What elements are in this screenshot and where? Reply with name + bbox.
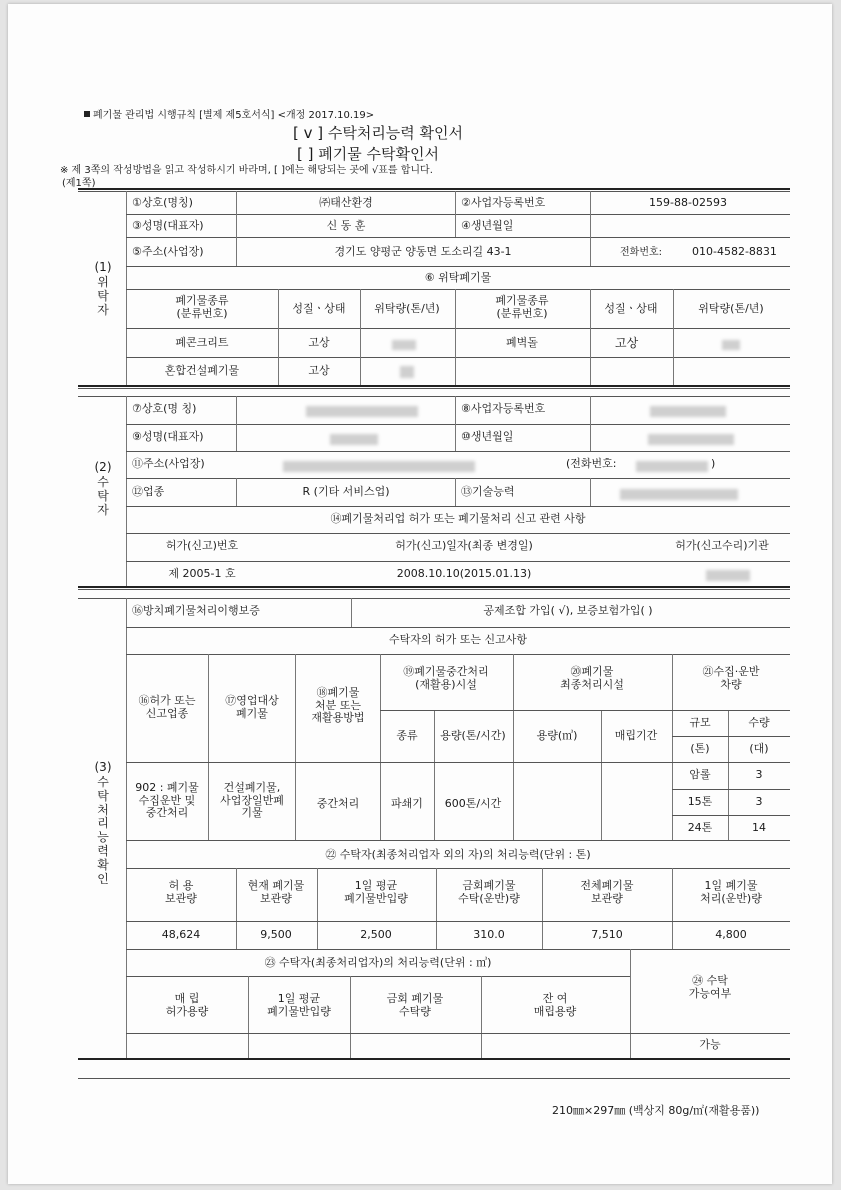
redacted-rep [330, 434, 378, 445]
s3-value-17: 건설폐기물, 사업장일반폐 기물 [220, 781, 284, 820]
vehicle-qty: 3 [755, 768, 763, 781]
s3-c22-value: 7,510 [591, 928, 623, 941]
redacted-tech [620, 489, 738, 500]
s1-row1-type-2: 폐벽돌 [506, 336, 538, 349]
s3-header-21-qty: 수량 [748, 716, 770, 729]
form-instruction-note: ※ 제 3쪽의 작성방법을 읽고 작성하시기 바라며, [ ]에는 해당되는 곳에 √표를 합니다. [60, 165, 433, 176]
s3-header-19-capacity: 용량(톤/시간) [440, 729, 506, 742]
form-basis: 폐기물 관리법 시행규칙 [별제 제5호서식] <개정 2017.10.19> [84, 110, 374, 122]
s3-c23-header: 매 립 허가용량 [165, 992, 209, 1018]
s2-name-label: ⑦상호(명 칭) [132, 402, 197, 415]
section-1-side-label: 위 탁 자 [97, 275, 109, 317]
form-title-capacity: [ v ] 수탁처리능력 확인서 [292, 124, 464, 142]
document-page [8, 4, 832, 1184]
s1-addr-label: ⑤주소(사업장) [132, 245, 204, 258]
s1-header-type-2: 폐기물종류 (분류번호) [495, 294, 549, 320]
s1-birth-label: ④생년월일 [461, 219, 514, 232]
redacted-amount [400, 366, 414, 378]
s1-name-value: ㈜태산환경 [319, 196, 373, 209]
s1-name-label: ①상호(명칭) [132, 196, 193, 209]
section-2-side-label: 수 탁 자 [97, 475, 109, 517]
s1-rep-value: 신 동 훈 [326, 219, 366, 232]
redacted-amount [392, 340, 416, 350]
s1-header-amount-2: 위탁량(톤/년) [698, 302, 764, 315]
s2-permit-title: ⑭폐기물처리업 허가 또는 폐기물처리 신고 관련 사항 [330, 512, 586, 525]
s1-bizno-value: 159-88-02593 [649, 196, 727, 209]
s3-value-19-capacity: 600톤/시간 [444, 797, 502, 810]
paper-spec-footer: 210㎜×297㎜ (백상지 80g/㎡(재활용품)) [552, 1104, 760, 1117]
s3-header-17: ⑰영업대상 폐기물 [225, 694, 279, 720]
s3-header-16: ⑯허가 또는 신고업종 [138, 694, 196, 720]
redacted-name [306, 406, 418, 417]
s1-addr-value: 경기도 양평군 양동면 도소리길 43-1 [334, 245, 512, 258]
s2-permit-date: 2008.10.10(2015.01.13) [396, 567, 532, 580]
redacted-address [283, 461, 475, 472]
redacted-org [706, 570, 750, 581]
vehicle-size: 15톤 [687, 795, 713, 808]
redacted-phone [636, 461, 708, 472]
s3-header-21-qty-unit: (대) [749, 742, 769, 755]
s2-biz-value: R (기타 서비스업) [302, 485, 390, 498]
bullet-square-icon [84, 111, 90, 117]
vehicle-qty: 14 [752, 821, 766, 834]
s1-header-type: 폐기물종류 (분류번호) [175, 294, 229, 320]
s3-c23-header: 잔 여 매립용량 [533, 992, 577, 1018]
s1-tel-value: 010-4582-8831 [692, 245, 777, 258]
s3-c23-header: 금회 폐기물 수탁량 [386, 992, 444, 1018]
vehicle-size: 24톤 [687, 821, 713, 834]
vehicle-size: 암롤 [689, 768, 711, 781]
s2-header-date: 허가(신고)일자(최종 변경일) [395, 539, 533, 552]
s1-header-state: 성질ㆍ상태 [292, 302, 346, 315]
s1-row2-state: 고상 [308, 364, 330, 377]
form-title-receipt: [ ] 폐기물 수탁확인서 [297, 145, 439, 163]
section-1-number: (1) [94, 260, 112, 274]
s2-header-no: 허가(신고)번호 [165, 539, 239, 552]
s3-header-21-size: 규모 [689, 716, 711, 729]
s2-rep-label: ⑨성명(대표자) [132, 430, 204, 443]
s1-rep-label: ③성명(대표자) [132, 219, 204, 232]
s1-tel-label: 전화번호: [620, 247, 663, 258]
s1-row1-state-2: 고상 [615, 336, 639, 350]
s2-permit-no: 제 2005-1 호 [168, 567, 236, 580]
s3-c22-value: 2,500 [360, 928, 392, 941]
s3-c22-value: 9,500 [260, 928, 292, 941]
s2-addr-label: ⑪주소(사업장) [132, 457, 205, 470]
s3-value-18: 중간처리 [316, 797, 360, 810]
redacted-birth [648, 434, 734, 445]
s3-guarantee-value: 공제조합 가입( √), 보증보험가입( ) [483, 604, 653, 617]
s2-tel-label: (전화번호: [566, 457, 617, 470]
s3-c23-header: 1일 평균 폐기물반입량 [267, 992, 331, 1018]
s3-header-19: ⑲폐기물중간처리 (재활용)시설 [403, 665, 489, 691]
s3-c22-value: 310.0 [473, 928, 505, 941]
s3-c22-header: 1일 평균 폐기물반입량 [344, 879, 408, 905]
s1-bizno-label: ②사업자등록번호 [461, 196, 546, 209]
s1-header-amount: 위탁량(톤/년) [374, 302, 440, 315]
s3-header-21-size-unit: (톤) [690, 742, 710, 755]
s3-capacity-22-title: ㉒ 수탁자(최종처리업자 외의 자)의 처리능력(단위 : 톤) [325, 848, 591, 861]
s3-permit-title: 수탁자의 허가 또는 신고사항 [388, 633, 528, 646]
vehicle-qty: 3 [755, 795, 763, 808]
redacted-bizno [650, 406, 726, 417]
s3-c22-header: 1일 폐기물 처리(운반)량 [700, 879, 762, 905]
s2-tel-close: ) [711, 457, 716, 470]
s2-biz-label: ⑫업종 [132, 485, 165, 498]
s3-c22-header: 허 용 보관량 [165, 879, 197, 905]
s3-header-20: ⑳폐기물 최종처리시설 [560, 665, 624, 691]
s1-header-state-2: 성질ㆍ상태 [604, 302, 658, 315]
redacted-amount [722, 340, 740, 350]
s3-value-24: 가능 [699, 1038, 721, 1051]
s3-header-18: ⑱폐기물 처분 또는 재활용방법 [311, 686, 365, 725]
s2-tech-label: ⑬기술능력 [461, 485, 515, 498]
s2-header-org: 허가(신고수리)기관 [675, 539, 769, 552]
s3-capacity-23-title: ㉓ 수탁자(최종처리업자)의 처리능력(단위 : ㎥) [264, 956, 492, 969]
s3-value-16: 902 : 폐기물 수집운반 및 중간처리 [135, 781, 199, 820]
s3-value-19-type: 파쇄기 [391, 797, 423, 810]
s3-header-20-capacity: 용량(㎥) [536, 729, 578, 742]
s3-c22-header: 현재 폐기물 보관량 [247, 879, 305, 905]
section-2-number: (2) [94, 460, 112, 474]
s3-c22-header: 전체폐기물 보관량 [580, 879, 634, 905]
s2-bizno-label: ⑧사업자등록번호 [461, 402, 546, 415]
s3-c22-header: 금회폐기물 수탁(운반)량 [458, 879, 520, 905]
s3-header-20-period: 매립기간 [614, 729, 658, 742]
s3-header-24: ㉔ 수탁 가능여부 [688, 974, 732, 1000]
s3-c22-value: 4,800 [715, 928, 747, 941]
s1-row1-state: 고상 [308, 336, 330, 349]
s2-birth-label: ⑩생년월일 [461, 430, 514, 443]
s1-waste-title: ⑥ 위탁폐기물 [424, 271, 492, 284]
section-3-side-label: 수 탁 처 리 능 력 확 인 [97, 775, 109, 886]
s1-row1-type: 폐콘크리트 [175, 336, 229, 349]
page-number: (제1쪽) [62, 178, 96, 189]
s3-c22-value: 48,624 [161, 928, 201, 941]
s3-header-21: ㉑수집·운반 차량 [702, 665, 760, 691]
section-3-number: (3) [94, 760, 112, 774]
s3-header-19-type: 종류 [396, 729, 418, 742]
s3-guarantee-label: ⑯방치폐기물처리이행보증 [132, 604, 260, 617]
s1-row2-type: 혼합건설폐기물 [164, 364, 240, 377]
